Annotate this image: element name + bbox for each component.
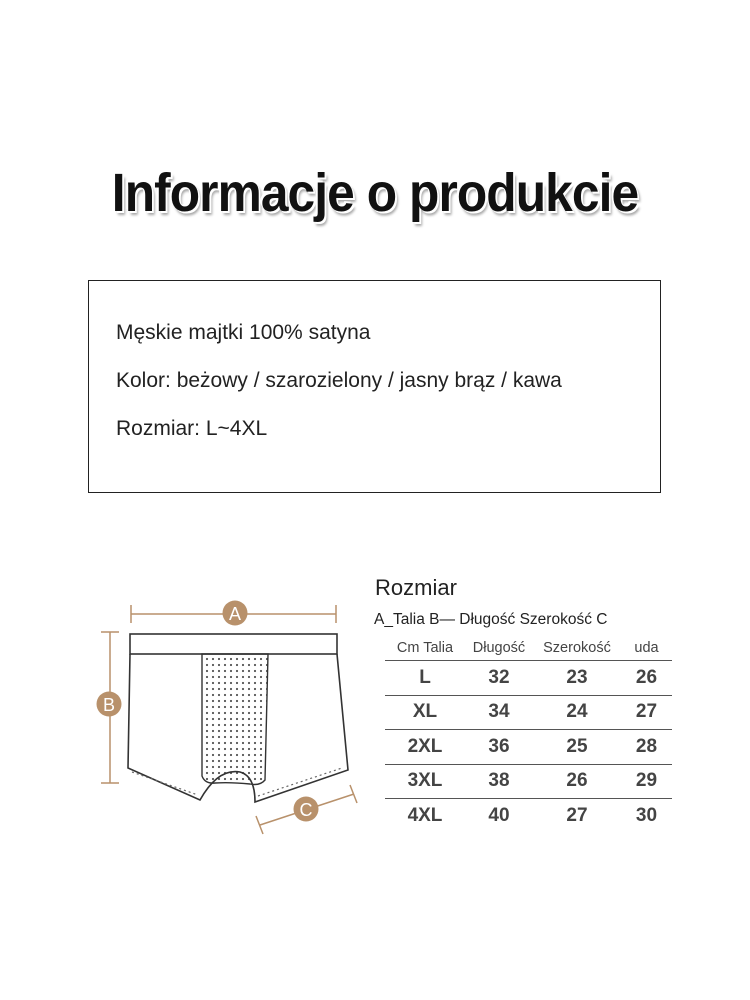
- label-c: C: [299, 800, 313, 820]
- size-cell: 3XL: [385, 764, 465, 799]
- table-header-row: [385, 638, 672, 661]
- size-table: [385, 638, 672, 833]
- column-header: Długość: [465, 638, 533, 661]
- table-row: [385, 764, 672, 799]
- size-legend: A_Talia B— Długość Szerokość C: [374, 611, 608, 628]
- column-header: uda: [621, 638, 672, 661]
- table-row: [385, 661, 672, 696]
- size-cell: XL: [385, 695, 465, 730]
- boxer-size-diagram: [90, 590, 370, 850]
- column-header: Szerokość: [533, 638, 621, 661]
- page-title: Informacje o produkcie: [111, 163, 639, 223]
- table-row: [385, 799, 672, 833]
- dimension-a-line: [131, 601, 336, 626]
- label-b: B: [102, 695, 116, 715]
- table-row: [385, 730, 672, 765]
- thigh-width-cell: 27: [621, 695, 672, 730]
- table-row: [385, 695, 672, 730]
- length-cell: 25: [533, 730, 621, 765]
- waist-cell: 32: [465, 661, 533, 696]
- label-a: A: [228, 604, 242, 624]
- column-header: Cm Talia: [385, 638, 465, 661]
- product-info-box: [88, 280, 661, 493]
- boxer-outline: [128, 634, 348, 802]
- length-cell: 23: [533, 661, 621, 696]
- size-range-text: Rozmiar: L~4XL: [116, 417, 268, 440]
- waist-cell: 40: [488, 804, 510, 826]
- size-cell: L: [385, 661, 465, 696]
- dimension-b-line: [97, 632, 122, 783]
- size-cell: 4XL: [407, 804, 443, 826]
- length-cell: 26: [533, 764, 621, 799]
- waist-cell: 34: [465, 695, 533, 730]
- thigh-width-cell: 26: [621, 661, 672, 696]
- size-cell: 2XL: [385, 730, 465, 765]
- thigh-width-cell: 30: [635, 804, 658, 826]
- color-text: Kolor: beżowy / szarozielony / jasny brąz / kawa: [116, 369, 562, 392]
- length-cell: 27: [566, 804, 588, 826]
- length-cell: 24: [533, 695, 621, 730]
- waist-cell: 36: [465, 730, 533, 765]
- thigh-width-cell: 28: [621, 730, 672, 765]
- material-text: Męskie majtki 100% satyna: [116, 321, 371, 344]
- dimension-c-line: [256, 785, 357, 834]
- waist-cell: 38: [465, 764, 533, 799]
- size-heading: Rozmiar: [375, 575, 457, 600]
- thigh-width-cell: 29: [621, 764, 672, 799]
